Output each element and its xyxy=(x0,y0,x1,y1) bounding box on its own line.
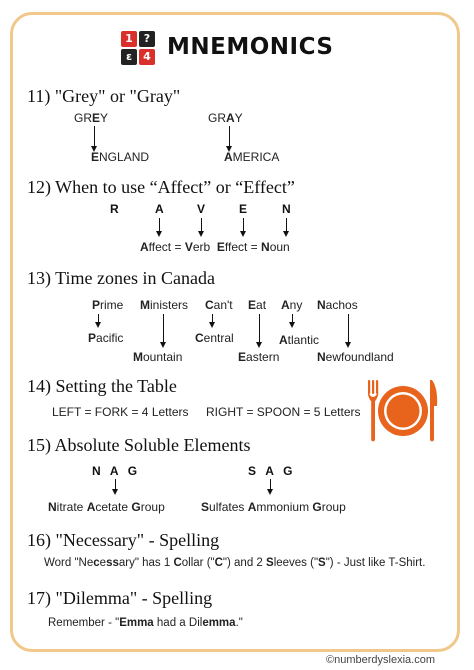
mnemonic-word: Can't xyxy=(205,298,233,312)
mnemonic-word: Prime xyxy=(92,298,124,312)
numbers-logo-icon xyxy=(121,31,157,67)
time-zone-word: Newfoundland xyxy=(317,350,394,364)
mnemonic-word: Ministers xyxy=(140,298,189,312)
raven-letter: V xyxy=(197,202,206,216)
logo-tile: 1 xyxy=(121,31,137,47)
time-zone-word: Pacific xyxy=(88,331,124,345)
raven-letter: E xyxy=(239,202,248,216)
sag-letters: S A G xyxy=(248,464,294,478)
logo-tile: ? xyxy=(139,31,155,47)
mnemonic-word: Nachos xyxy=(317,298,358,312)
raven-letter: A xyxy=(155,202,164,216)
dilemma-tip: Remember - "Emma had a Dilemma." xyxy=(48,617,243,629)
time-zone-word: Mountain xyxy=(133,350,183,364)
logo-tile: ε xyxy=(121,49,137,65)
section-11-heading: 11) "Grey" or "Gray" xyxy=(27,86,181,106)
page-border xyxy=(10,12,460,652)
footer-credit: ©numberdyslexia.com xyxy=(323,654,438,666)
section-12-heading: 12) When to use “Affect” or “Effect” xyxy=(27,177,295,197)
section-17-heading: 17) "Dilemma" - Spelling xyxy=(27,588,213,608)
time-zone-word: Central xyxy=(195,331,234,345)
grey-word: GREY xyxy=(74,111,109,125)
section-13-heading: 13) Time zones in Canada xyxy=(27,268,215,288)
necessary-tip: Word "Necessary" has 1 Collar ("C") and 2 Sleeves ("S") - Just like T-Shirt. xyxy=(44,557,426,569)
time-zone-word: Atlantic xyxy=(279,333,320,347)
section-14-heading: 14) Setting the Table xyxy=(27,376,177,396)
affect-verb-line: Affect = Verb Effect = Noun xyxy=(140,240,290,254)
raven-letter: R xyxy=(110,202,119,216)
sag-expansion: Sulfates Ammonium Group xyxy=(201,500,346,514)
nag-expansion: Nitrate Acetate Group xyxy=(48,500,165,514)
england-word: ENGLAND xyxy=(91,150,150,164)
mnemonic-word: Any xyxy=(281,298,303,312)
raven-letter: N xyxy=(282,202,291,216)
section-16-heading: 16) "Necessary" - Spelling xyxy=(27,530,220,550)
left-fork-rule: LEFT = FORK = 4 Letters xyxy=(52,405,189,419)
plate-fork-knife-icon xyxy=(366,376,440,446)
nag-letters: N A G xyxy=(92,464,139,478)
america-word: AMERICA xyxy=(224,150,280,164)
section-15-heading: 15) Absolute Soluble Elements xyxy=(27,435,251,455)
gray-word: GRAY xyxy=(208,111,243,125)
logo-tile: 4 xyxy=(139,49,155,65)
page-title: MNEMONICS xyxy=(167,34,334,60)
time-zone-word: Eastern xyxy=(238,350,280,364)
right-spoon-rule: RIGHT = SPOON = 5 Letters xyxy=(206,405,361,419)
mnemonic-word: Eat xyxy=(248,298,267,312)
